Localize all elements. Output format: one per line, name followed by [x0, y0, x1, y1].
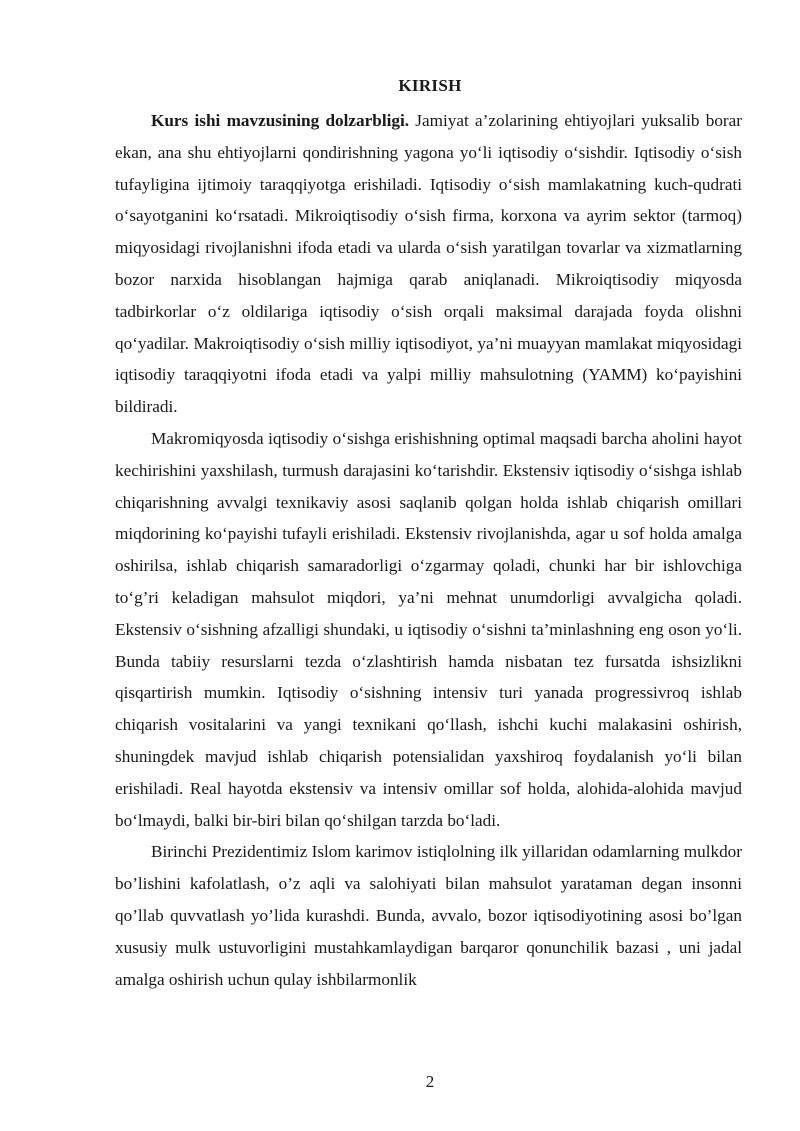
- paragraph-macro-growth: [115, 423, 742, 836]
- section-title: KIRISH: [398, 76, 462, 95]
- paragraph-text: Jamiyat a’zolarining ehtiyojlari yuksalib borar ekan, ana shu ehtiyojlarni qondirishning yagona yo‘li iqtisodiy o‘sishdir. Iqtisodiy o‘sish tufayligina ijtimoiy taraqqiyotga erishiladi. Iqtisodiy o‘sish mamlakatning kuch-qudrati o‘sayotganini ko‘rsatadi. Mikroiqtisodiy o‘sish firma, korxona va ayrim sektor (tarmoq) miqyosidagi rivojlanishni ifoda etadi va ularda o‘sish yaratilgan tovarlar va xizmatlarning bozor narxida hisoblangan hajmiga qarab aniqlanadi. Mikroiqtisodiy miqyosda tadbirkorlar o‘z oldilariga iqtisodiy o‘sish orqali maksimal darajada foyda olishni qo‘yadilar. Makroiqtisodiy o‘sish milliy iqtisodiyot, ya’ni muayyan mamlakat miqyosidagi iqtisodiy taraqqiyotni ifoda etadi va yalpi milliy mahsulotning (YAMM) ko‘payishini bildiradi.: [115, 111, 743, 417]
- paragraph-text: Makromiqyosda iqtisodiy o‘sishga erishishning optimal maqsadi barcha aholini hayot kechirishini yaxshilash, turmush darajasini ko‘tarishdir. Ekstensiv iqtisodiy o‘sishga ishlab chiqarishning avvalgi texnikaviy asosi saqlanib qolgan holda ishlab chiqarish omillari miqdorining ko‘payishi tufayli erishiladi. Ekstensiv rivojlanishda, agar u sof holda amalga oshirilsa, ishlab chiqarish samaradorligi o‘zgarmay qoladi, chunki har bir ishlovchiga to‘g’ri keladigan mahsulot miqdori, ya’ni mehnat unumdorligi avvalgicha qoladi. Ekstensiv o‘sishning afzalligi shundaki, u iqtisodiy o‘sishni ta’minlashning eng oson yo‘li. Bunda tabiiy resurslarni tezda o‘zlashtirish hamda nisbatan tez fursatda ishsizlikni qisqartirish mumkin. Iqtisodiy o‘sishning intensiv turi yanada progressivroq ishlab chiqarish vositalarini va yangi texnikani qo‘llash, ishchi kuchi malakasini oshirish, shuningdek mavjud ishlab chiqarish potensialidan yaxshiroq foydalanish yo‘li bilan erishiladi. Real hayotda ekstensiv va intensiv omillar sof holda, alohida-alohida mavjud bo‘lmaydi, balki bir-biri bilan qo‘shilgan tarzda bo‘ladi.: [115, 428, 742, 830]
- paragraph-text: Birinchi Prezidentimiz Islom karimov istiqlolning ilk yillaridan odamlarning mulkdor bo’lishini kafolatlash, o’z aqli va salohiyati bilan mahsulot yarataman degan insonni qo’llab quvvatlash yo’lida kurashdi. Bunda, avvalo, bozor iqtisodiyotining asosi bo’lgan xususiy mulk ustuvorligini mustahkamlaydigan barqaror qonunchilik bazasi , uni jadal amalga oshirish uchun qulay ishbilarmonlik: [115, 842, 742, 989]
- page-number: 2: [425, 1072, 435, 1091]
- paragraph-lead-heading: Kurs ishi mavzusining dolzarbligi.: [151, 111, 410, 130]
- paragraph-president: [115, 836, 742, 995]
- document-body: [115, 105, 742, 995]
- paragraph-relevance: [115, 105, 742, 423]
